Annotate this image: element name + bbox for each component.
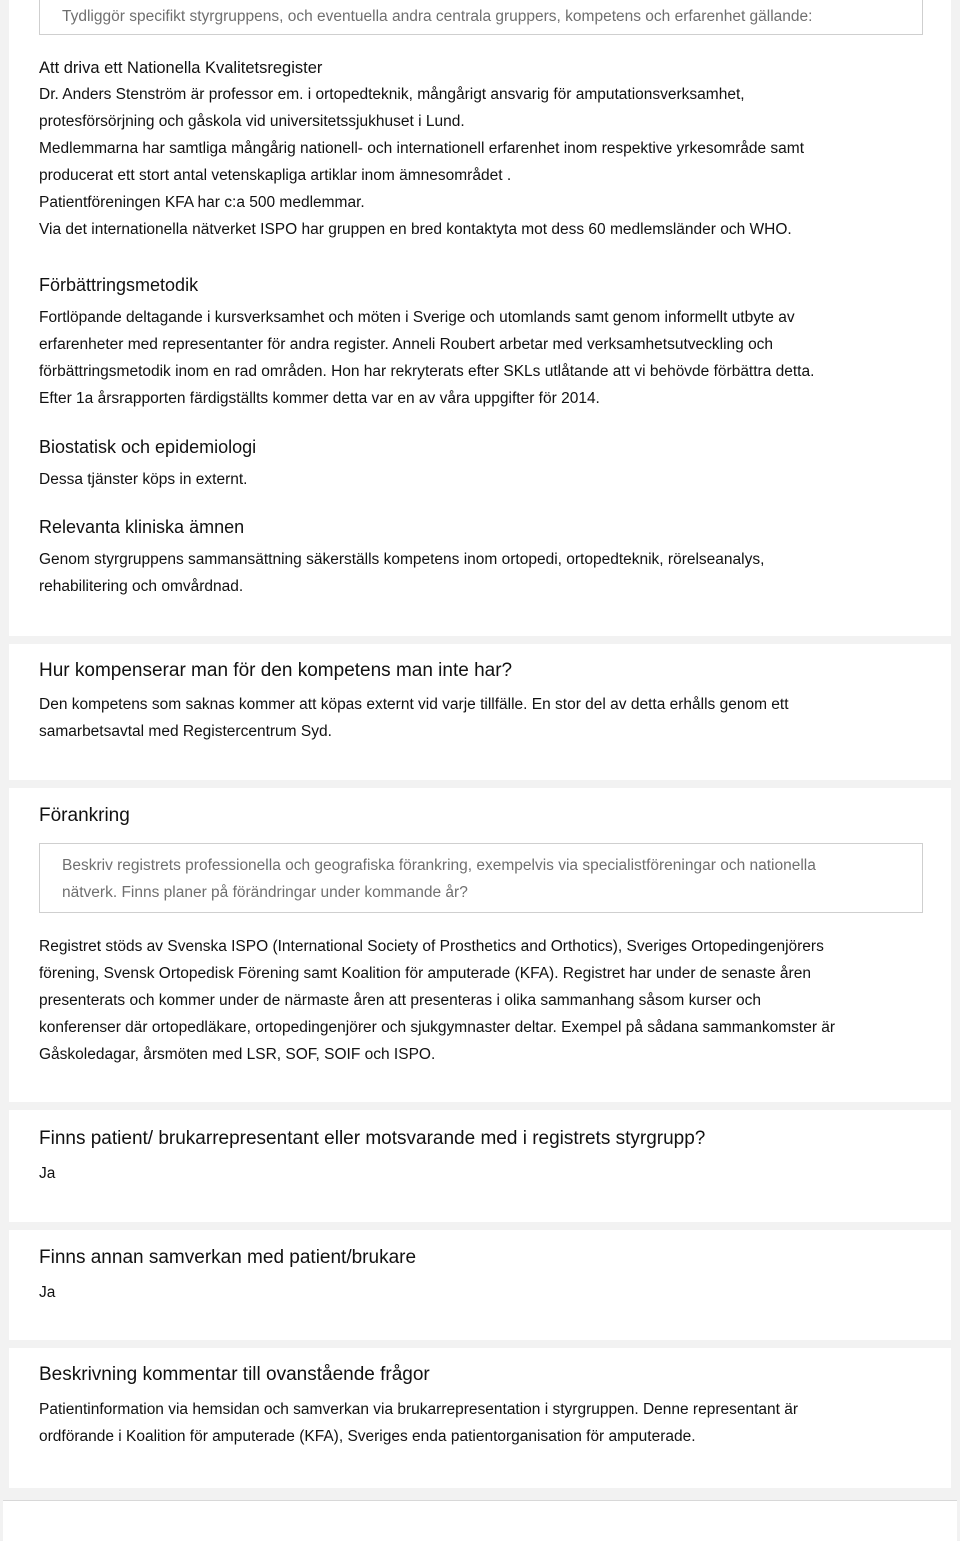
- competence-line: protesförsörjning och gåskola vid universitetssjukhuset i Lund.: [39, 113, 465, 130]
- cooperation-answer: Ja: [39, 1284, 56, 1301]
- competence-line: Patientföreningen KFA har c:a 500 medlemmar.: [39, 194, 365, 211]
- competence-text: [39, 55, 929, 243]
- biostat-line: Dessa tjänster köps in externt.: [39, 471, 248, 488]
- patient-rep-heading: Finns patient/ brukarrepresentant eller motsvarande med i registrets styrgrupp?: [39, 1128, 706, 1149]
- comment-text: [39, 1396, 929, 1450]
- biostat-heading: Biostatisk och epidemiologi: [39, 437, 257, 457]
- compensation-heading: Hur kompenserar man för den kompetens man inte har?: [39, 660, 513, 681]
- biostat-text: [39, 466, 929, 493]
- anchoring-heading: Förankring: [39, 805, 130, 826]
- improvement-line: förbättringsmetodik inom en rad områden. Hon har rekryterats efter SKLs utlåtande att vi behövde förbättra detta.: [39, 363, 815, 380]
- competence-hint-box: [39, 0, 923, 35]
- anchoring-line: Gåskoledagar, årsmöten med LSR, SOF, SOIF och ISPO.: [39, 1046, 436, 1063]
- clinical-heading: Relevanta kliniska ämnen: [39, 517, 245, 537]
- compensation-text: [39, 691, 929, 745]
- comment-line: Patientinformation via hemsidan och samverkan via brukarrepresentation i styrgruppen. Denne representant är: [39, 1401, 799, 1418]
- improvement-line: Efter 1a årsrapporten färdigställts kommer detta var en av våra uppgifter för 2014.: [39, 390, 600, 407]
- competence-hint: Tydliggör specifikt styrgruppens, och eventuella andra centrala gruppers, kompetens och erfarenhet gällande:: [62, 8, 813, 25]
- compensation-line: samarbetsavtal med Registercentrum Syd.: [39, 723, 332, 740]
- anchoring-hint-line: Beskriv registrets professionella och geografiska förankring, exempelvis via specialistföreningar och nationella: [62, 857, 816, 874]
- cooperation-heading: Finns annan samverkan med patient/brukare: [39, 1247, 417, 1268]
- compensation-line: Den kompetens som saknas kommer att köpas externt vid varje tillfälle. En stor del av detta erhålls genom ett: [39, 696, 789, 713]
- improvement-line: erfarenheter med representanter för andra register. Anneli Roubert arbetar med verksamhetsutveckling och: [39, 336, 774, 353]
- anchoring-hint-box: [39, 843, 923, 913]
- competence-line: Via det internationella nätverket ISPO har gruppen en bred kontaktyta mot dess 60 medlemsländer och WHO.: [39, 221, 792, 238]
- next-page-edge: [3, 1500, 957, 1541]
- competence-line: Att driva ett Nationella Kvalitetsregister: [39, 59, 323, 77]
- anchoring-line: förening, Svensk Ortopedisk Förening samt Koalition för amputerade (KFA). Registret har under de senaste åren: [39, 965, 811, 982]
- anchoring-line: konferenser där ortopedläkare, ortopedingenjörer och sjukgymnaster deltar. Exempel på sådana sammankomster är: [39, 1019, 836, 1036]
- anchoring-text: [39, 933, 929, 1068]
- anchoring-hint-line: nätverk. Finns planer på förändringar under kommande år?: [62, 884, 468, 901]
- competence-line: Dr. Anders Stenström är professor em. i ortopedteknik, mångårigt ansvarig för amputationsverksamhet,: [39, 86, 745, 103]
- anchoring-line: presenterats och kommer under de närmaste åren att presenteras i olika sammanhang såsom kurser och: [39, 992, 761, 1009]
- improvement-text: [39, 304, 929, 412]
- competence-line: producerat ett stort antal vetenskapliga artiklar inom ämnesområdet .: [39, 167, 512, 184]
- competence-line: Medlemmarna har samtliga mångårig nationell- och internationell erfarenhet inom respektive yrkesområde samt: [39, 140, 805, 157]
- patient-rep-answer: Ja: [39, 1165, 56, 1182]
- comment-heading: Beskrivning kommentar till ovanstående frågor: [39, 1364, 430, 1385]
- clinical-text: [39, 546, 929, 600]
- improvement-heading: Förbättringsmetodik: [39, 275, 199, 295]
- improvement-line: Fortlöpande deltagande i kursverksamhet och möten i Sverige och utomlands samt genom informellt utbyte av: [39, 309, 795, 326]
- clinical-line: Genom styrgruppens sammansättning säkerställs kompetens inom ortopedi, ortopedteknik, rörelseanalys,: [39, 551, 765, 568]
- anchoring-line: Registret stöds av Svenska ISPO (International Society of Prosthetics and Orthotics), Sveriges Ortopedingenjörers: [39, 938, 824, 955]
- clinical-line: rehabilitering och omvårdnad.: [39, 578, 244, 595]
- comment-line: ordförande i Koalition för amputerade (KFA), Sveriges enda patientorganisation för amputerade.: [39, 1428, 696, 1445]
